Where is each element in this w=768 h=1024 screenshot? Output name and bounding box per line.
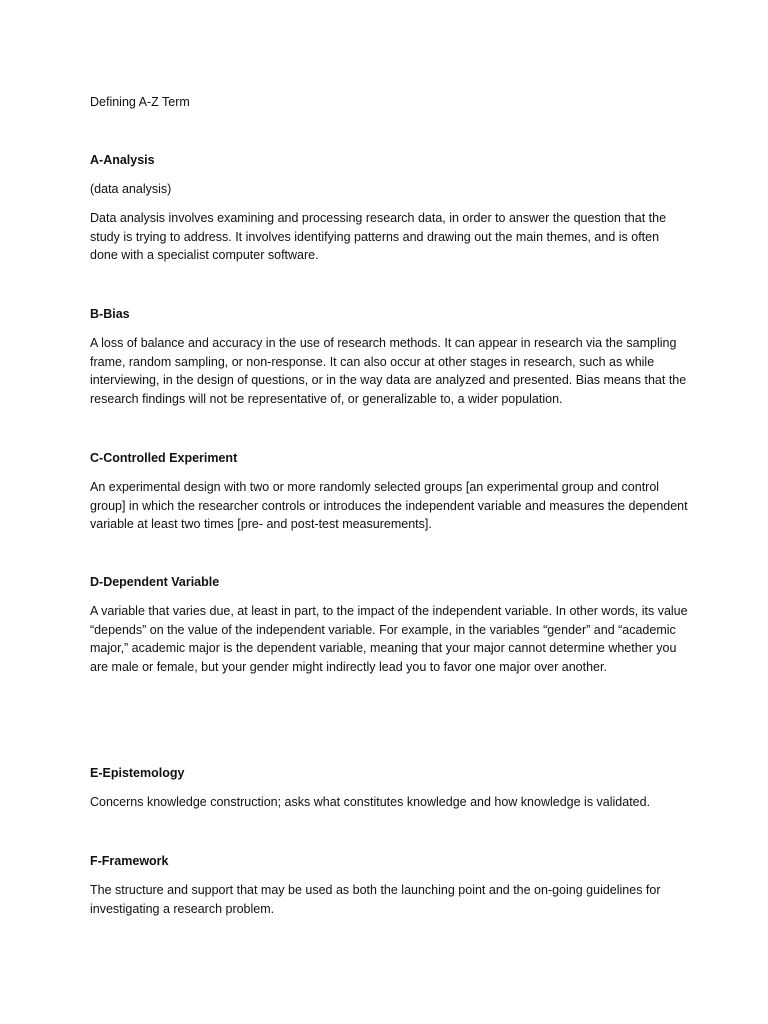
term-heading-analysis: A-Analysis [90, 153, 155, 167]
term-heading-bias: B-Bias [90, 307, 130, 321]
term-definition-bias: A loss of balance and accuracy in the use of research methods. It can appear in research via the sampling frame, random sampling, or non-response. It can also occur at other stages in research, such as while interviewing, in the design of questions, or in the way data are analyzed and presented. Bias means that the research findings will not be representative of, or generalizable to, a wider population. [90, 336, 687, 406]
term-definition-controlled-experiment: An experimental design with two or more randomly selected groups [an experimental group and control group] in which the researcher controls or introduces the independent variable and measures the dependent variable at least two times [pre- and post-test measurements]. [90, 480, 688, 532]
document-title: Defining A-Z Term [90, 95, 190, 109]
term-definition-dependent-variable: A variable that varies due, at least in part, to the impact of the independent variable. In other words, its value “depends” on the value of the independent variable. For example, in the variables “gender” and “academic major,” academic major is the dependent variable, meaning that your major cannot determine whether you are male or female, but your gender might indirectly lead you to favor one major over another. [90, 604, 688, 674]
term-definition-analysis: Data analysis involves examining and processing research data, in order to answer the question that the study is trying to address. It involves identifying patterns and drawing out the main themes, and is often done with a specialist computer software. [90, 211, 667, 263]
term-definition-epistemology: Concerns knowledge construction; asks what constitutes knowledge and how knowledge is validated. [90, 795, 651, 809]
term-definition-framework: The structure and support that may be used as both the launching point and the on-going guidelines for investigating a research problem. [90, 883, 661, 916]
term-heading-dependent-variable: D-Dependent Variable [90, 575, 220, 589]
term-heading-epistemology: E-Epistemology [90, 766, 185, 780]
term-subheading-analysis: (data analysis) [90, 182, 172, 196]
document-page [90, 0, 690, 1024]
term-heading-controlled-experiment: C-Controlled Experiment [90, 451, 238, 465]
term-heading-framework: F-Framework [90, 854, 169, 868]
